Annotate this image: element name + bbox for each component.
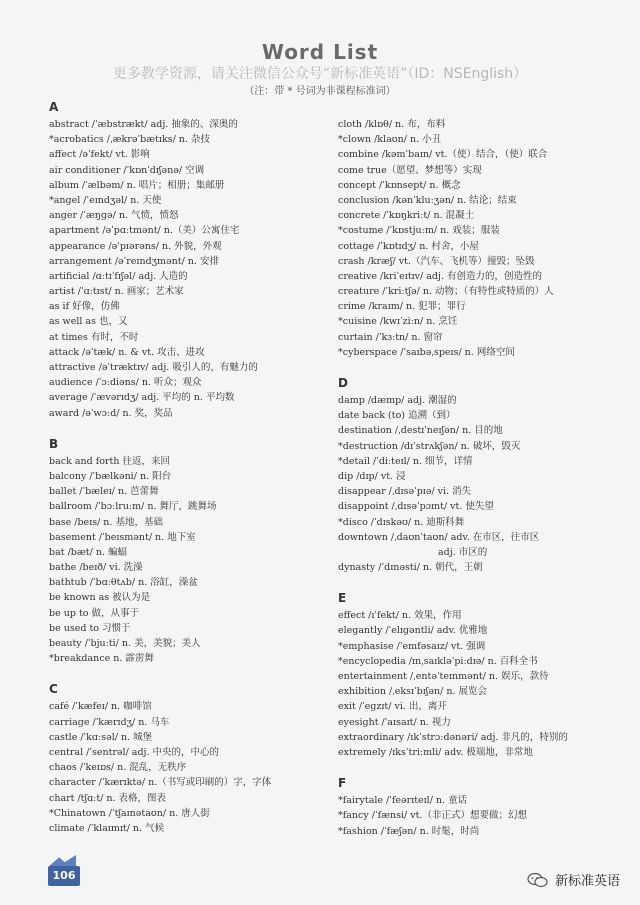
word-entry: as well as 也，又: [49, 316, 128, 328]
word-entry: conclusion /kənˈkluːʒən/ n. 结论；结束: [338, 194, 517, 206]
word-entry: crime /kraɪm/ n. 犯罪；罪行: [338, 301, 466, 313]
word-entry: destination /ˌdestɪˈneɪʃən/ n. 目的地: [338, 425, 503, 437]
word-entry: be known as 被认为是: [49, 592, 151, 604]
word-entry: average /ˈævərɪdʒ/ adj. 平均的 n. 平均数: [49, 392, 235, 404]
word-entry: bat /bæt/ n. 蝙蝠: [49, 546, 127, 558]
word-entry: *Chinatown /ˈtʃaɪnətaʊn/ n. 唐人街: [49, 807, 210, 819]
word-entry: *clown /klaʊn/ n. 小丑: [338, 134, 442, 146]
word-entry: chaos /ˈkeɪɒs/ n. 混乱，无秩序: [49, 762, 187, 774]
word-entry: *breakdance n. 霹雳舞: [49, 653, 154, 665]
section-gap: [338, 760, 608, 776]
word-entry: *fairytale /ˈfeərɪteɪl/ n. 童话: [338, 795, 468, 807]
page-number: 106: [48, 866, 80, 886]
word-entry: effect /ɪˈfekt/ n. 效果，作用: [338, 610, 462, 622]
word-entry: *acrobatics /ˌækrəˈbætɪks/ n. 杂技: [49, 134, 210, 146]
word-entry: exhibition /ˌeksɪˈbɪʃən/ n. 展览会: [338, 686, 488, 698]
word-entry: cloth /klɒθ/ n. 布，布料: [338, 119, 446, 130]
word-entry: cottage /ˈkɒtɪdʒ/ n. 村舍，小屋: [338, 240, 479, 252]
section-gap: [49, 421, 319, 437]
word-entry: extremely /ɪksˈtriːmli/ adv. 极端地，非常地: [338, 746, 533, 758]
section-letter: D: [338, 376, 348, 390]
word-entry: chart /tʃɑːt/ n. 表格，图表: [49, 792, 167, 804]
word-entry: disappoint /ˌdɪsəˈpɔɪnt/ vt. 使失望: [338, 501, 494, 513]
word-entry: affect /əˈfekt/ vt. 影响: [49, 149, 150, 161]
word-entry: base /beɪs/ n. 基地，基础: [49, 516, 163, 528]
word-entry: *disco /ˈdɪskəʊ/ n. 迪斯科舞: [338, 516, 465, 528]
word-entry: crash /kræʃ/ vt.（汽车、飞机等）撞毁；坠毁: [338, 255, 535, 267]
word-entry: downtown /ˌdaʊnˈtaʊn/ adv. 在市区，往市区: [338, 531, 540, 543]
word-entry: adj. 市区的: [438, 546, 488, 558]
word-entry: award /əˈwɔːd/ n. 奖，奖品: [49, 407, 173, 419]
word-entry: ballet /ˈbæleɪ/ n. 芭蕾舞: [49, 486, 159, 498]
section-letter: E: [338, 591, 347, 606]
word-entry: *cuisine /kwɪˈziːn/ n. 烹饪: [338, 316, 458, 328]
section-letter: C: [49, 682, 58, 697]
brand-name: 新标准英语: [554, 874, 620, 889]
brand-logo: [527, 870, 620, 889]
word-entry: dip /dɪp/ vt. 浸: [338, 470, 406, 482]
word-entry: album /ˈælbəm/ n. 唱片；相册；集邮册: [49, 179, 225, 191]
word-entry: artificial /ɑːtɪˈfɪʃəl/ adj. 人造的: [49, 270, 188, 282]
word-entry: as if 好像，仿佛: [49, 301, 120, 313]
right-column: [338, 117, 608, 839]
word-entry: eyesight /ˈaɪsaɪt/ n. 视力: [338, 716, 451, 728]
watermark-text: 更多教学资源，请关注微信公众号“新标准英语”（ID：NSEnglish）: [112, 66, 528, 82]
word-entry: disappear /ˌdɪsəˈpɪə/ vi. 消失: [338, 486, 472, 498]
word-entry: curtain /ˈkɜːtn/ n. 窗帘: [338, 331, 443, 343]
word-entry: be up to 做，从事于: [49, 607, 139, 619]
section-gap: [338, 360, 608, 376]
word-entry: air conditioner /ˈkɒnˈdɪʃənə/ 空调: [49, 164, 205, 176]
word-entry: concrete /ˈkɒŋkriːt/ n. 混凝土: [338, 210, 475, 222]
word-entry: character /ˈkærɪktə/ n.（书写或印刷的）字，字体: [49, 777, 272, 789]
word-entry: date back (to) 追溯（到）: [338, 410, 456, 422]
wechat-icon: [527, 872, 549, 888]
word-entry: balcony /ˈbælkəni/ n. 阳台: [49, 470, 172, 482]
word-entry: creative /kriˈeɪtɪv/ adj. 有创造力的，创造性的: [338, 270, 542, 282]
left-column: [49, 100, 319, 836]
word-entry: ballroom /ˈbɔːlruːm/ n. 舞厅，跳舞场: [49, 501, 217, 513]
word-entry: café /ˈkæfeɪ/ n. 咖啡馆: [49, 701, 152, 713]
word-entry: *encyclopedia /ɪnˌsaɪkləˈpiːdɪə/ n. 百科全书: [338, 655, 538, 667]
word-entry: be used to 习惯于: [49, 622, 131, 634]
word-entry: *angel /ˈeɪndʒəl/ n. 天使: [49, 194, 162, 206]
word-entry: *detail /ˈdiːteɪl/ n. 细节，详情: [338, 455, 473, 467]
word-entry: at times 有时，不时: [49, 331, 139, 343]
section-gap: [338, 575, 608, 591]
word-entry: climate /ˈklaɪmɪt/ n. 气候: [49, 822, 165, 834]
section-letter: A: [49, 100, 59, 114]
word-entry: *fashion /ˈfæʃən/ n. 时髦，时尚: [338, 825, 480, 837]
word-entry: bathe /beɪð/ vi. 洗澡: [49, 562, 143, 574]
word-entry: combine /kəmˈbaɪn/ vt.（使）结合，（使）联合: [338, 149, 548, 161]
word-entry: creature /ˈkriːtʃə/ n. 动物；（有特性或特质的）人: [338, 286, 554, 298]
word-entry: basement /ˈbeɪsmənt/ n. 地下室: [49, 531, 196, 543]
section-letter: B: [49, 436, 59, 451]
section-gap: [49, 666, 319, 682]
word-entry: attractive /əˈtræktɪv/ adj. 吸引人的，有魅力的: [49, 362, 258, 373]
word-entry: bathtub /ˈbɑːθtʌb/ n. 浴缸，澡盆: [49, 577, 198, 589]
word-entry: carriage /ˈkærɪdʒ/ n. 马车: [49, 716, 170, 728]
word-entry: castle /ˈkɑːsəl/ n. 城堡: [49, 731, 153, 743]
word-entry: *costume /ˈkɒstjuːm/ n. 戏装；服装: [338, 225, 500, 237]
word-entry: entertainment /ˌentəˈteɪnmənt/ n. 娱乐，款待: [338, 671, 549, 682]
word-entry: *cyberspace /ˈsaɪbəˌspeɪs/ n. 网络空间: [338, 346, 515, 358]
word-entry: back and forth 往返，来回: [49, 455, 170, 467]
word-entry: exit /ˈegzɪt/ vi. 出，离开: [338, 701, 447, 713]
word-entry: central /ˈsentrəl/ adj. 中央的，中心的: [49, 746, 220, 758]
word-entry: damp /dæmp/ adj. 潮湿的: [338, 395, 457, 406]
word-entry: artist /ˈɑːtɪst/ n. 画家；艺术家: [49, 286, 184, 298]
word-entry: *emphasise /ˈemfəsaɪz/ vt. 强调: [338, 640, 486, 652]
word-entry: attack /əˈtæk/ n. & vt. 攻击、进攻: [49, 346, 205, 358]
section-letter: F: [338, 776, 347, 791]
word-entry: elegantly /ˈelɪgəntli/ adv. 优雅地: [338, 625, 488, 637]
word-entry: beauty /ˈbjuːti/ n. 美，美貌；美人: [49, 638, 201, 649]
word-entry: concept /ˈkɒnsept/ n. 概念: [338, 179, 461, 191]
page-title: Word List: [261, 40, 379, 64]
word-entry: apartment /əˈpɑːtmənt/ n.（美）公寓住宅: [49, 225, 240, 237]
word-entry: abstract /ˈæbstrækt/ adj. 抽象的、深奥的: [49, 119, 238, 130]
word-entry: extraordinary /ɪkˈstrɔːdənəri/ adj. 非凡的，特别的: [338, 731, 568, 743]
word-entry: anger /ˈæŋɡə/ n. 气愤，愤怒: [49, 210, 179, 222]
word-entry: *fancy /ˈfænsi/ vt.（非正式）想要做；幻想: [338, 810, 527, 822]
word-entry: appearance /əˈpɪərəns/ n. 外貌，外观: [49, 240, 222, 252]
word-entry: audience /ˈɔːdiəns/ n. 听众；观众: [49, 377, 202, 389]
word-entry: arrangement /əˈreɪndʒmənt/ n. 安排: [49, 255, 219, 267]
word-entry: dynasty /ˈdɪnəsti/ n. 朝代，王朝: [338, 562, 483, 574]
word-entry: *destruction /dɪˈstrʌkʃən/ n. 破坏，毁灭: [338, 440, 521, 452]
note-text: （注：带 * 号词为非课程标准词）: [244, 86, 396, 97]
word-entry: come true（愿望、梦想等）实现: [338, 164, 482, 176]
